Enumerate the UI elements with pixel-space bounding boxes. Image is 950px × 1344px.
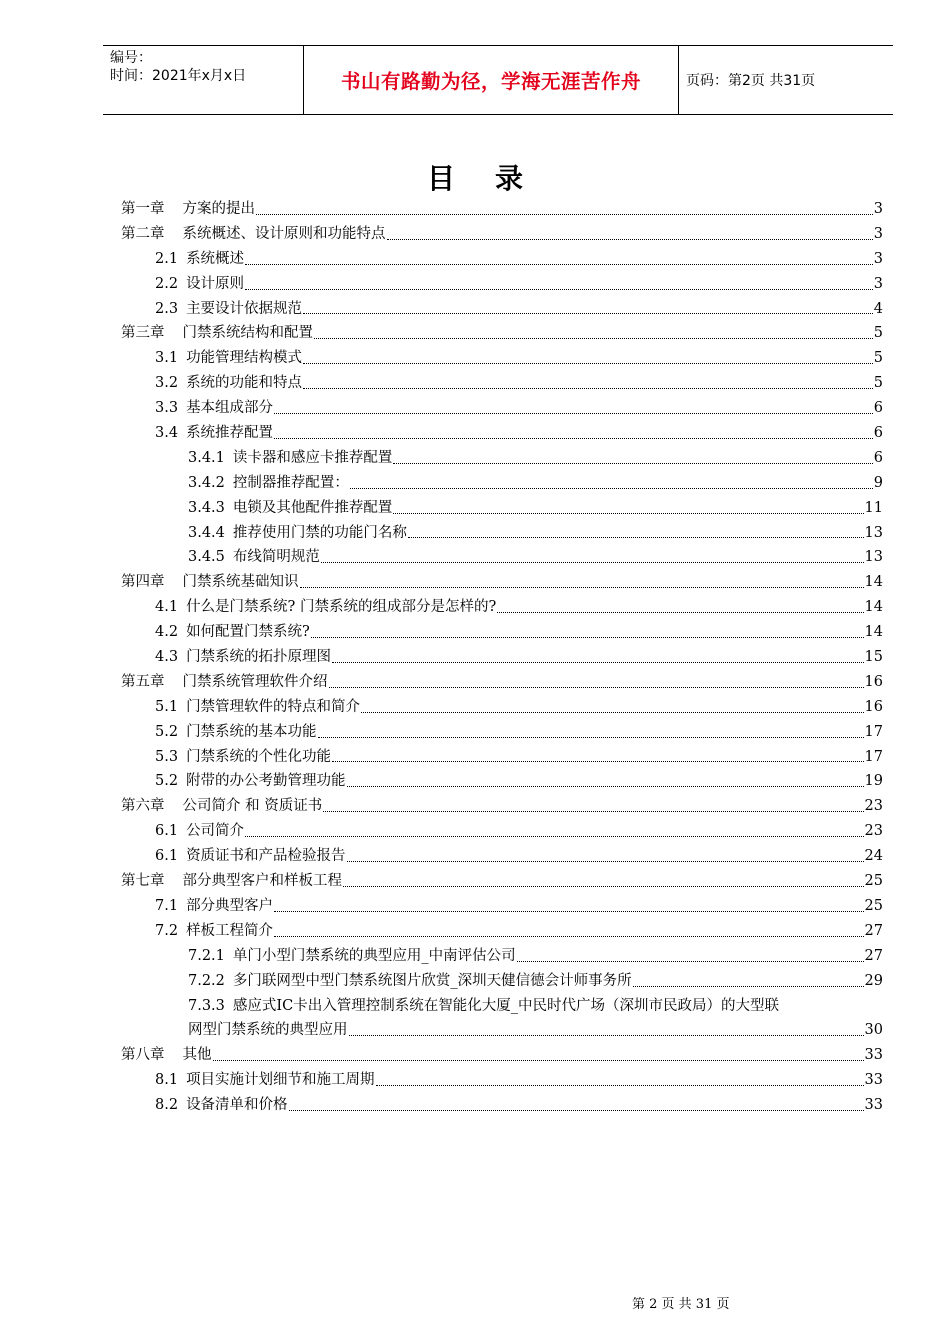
toc-leader-dots — [245, 819, 863, 844]
toc-leader-dots — [314, 321, 873, 346]
toc-entry-number: 3.4.3 — [188, 499, 225, 516]
toc-entry-page: 19 — [864, 773, 883, 790]
toc-entry-number: 5.3 — [155, 748, 179, 765]
toc-entry-title: 功能管理结构模式 — [186, 350, 303, 367]
toc-entry-number: 5.2 — [155, 723, 179, 740]
toc-leader-dots — [347, 769, 864, 794]
toc-entry[interactable] — [121, 222, 883, 247]
toc-leader-dots — [349, 1018, 864, 1043]
toc-title: 目录 — [426, 162, 563, 195]
toc-entry-number: 6.1 — [155, 823, 179, 840]
toc-entry[interactable] — [121, 371, 883, 396]
toc-entry-number: 5.2 — [155, 773, 179, 790]
toc-entry-title: 系统的功能和特点 — [186, 375, 303, 392]
toc-leader-dots — [274, 421, 873, 446]
toc-leader-dots — [274, 396, 873, 421]
toc-entry-number: 第四章 — [121, 574, 165, 591]
toc-entry-page: 14 — [864, 599, 883, 616]
toc-entry-number: 8.1 — [155, 1072, 179, 1089]
toc-entry[interactable] — [121, 321, 883, 346]
toc-entry-number: 2.2 — [155, 275, 179, 292]
toc-entry-title: 公司简介 — [186, 823, 245, 840]
toc-leader-dots — [311, 620, 864, 645]
toc-entry[interactable] — [121, 396, 883, 421]
toc-entry[interactable] — [121, 919, 883, 944]
toc-entry[interactable] — [121, 297, 883, 322]
toc-entry-title-continued: 网型门禁系统的典型应用 — [188, 1022, 348, 1039]
toc-entry-number: 3.4.4 — [188, 524, 225, 541]
toc-entry-page: 3 — [873, 200, 883, 217]
toc-entry[interactable] — [121, 645, 883, 670]
toc-leader-dots — [393, 446, 872, 471]
toc-entry-number: 第三章 — [121, 325, 165, 342]
toc-leader-dots — [393, 496, 863, 521]
toc-entry[interactable] — [121, 247, 883, 272]
toc-entry-number: 4.2 — [155, 624, 179, 641]
toc-entry[interactable] — [121, 346, 883, 371]
toc-entry-title: 单门小型门禁系统的典型应用_中南评估公司 — [232, 947, 516, 964]
toc-leader-dots — [256, 197, 873, 222]
toc-entry-title: 布线简明规范 — [232, 549, 320, 566]
toc-entry-page: 25 — [864, 897, 883, 914]
toc-entry-number: 6.1 — [155, 848, 179, 865]
toc-entry-page: 27 — [864, 947, 883, 964]
toc-leader-dots — [274, 919, 863, 944]
toc-entry-page: 16 — [864, 698, 883, 715]
toc-entry-title: 推荐使用门禁的功能门名称 — [232, 524, 407, 541]
toc-entry[interactable] — [121, 794, 883, 819]
toc-entry-number: 第一章 — [121, 200, 165, 217]
toc-entry-number: 3.4.5 — [188, 549, 225, 566]
toc-entry-page: 17 — [864, 723, 883, 740]
toc-entry-title: 门禁管理软件的特点和简介 — [186, 698, 361, 715]
toc-entry-number: 第六章 — [121, 798, 165, 815]
toc-entry[interactable] — [121, 670, 883, 695]
toc-leader-dots — [633, 969, 864, 994]
toc-leader-dots — [387, 222, 873, 247]
toc-entry[interactable] — [121, 272, 883, 297]
toc-leader-dots — [517, 944, 864, 969]
toc-entry-title: 门禁系统管理软件介绍 — [182, 673, 328, 690]
toc-entry[interactable] — [121, 994, 883, 1044]
toc-entry-number: 7.3.3 — [188, 997, 225, 1014]
document-time-label: 时间：2021年x月x日 — [110, 68, 247, 84]
toc-entry-page: 23 — [864, 823, 883, 840]
toc-entry-page: 14 — [864, 624, 883, 641]
toc-entry-number: 7.2.1 — [188, 947, 225, 964]
toc-entry-page: 27 — [864, 922, 883, 939]
toc-entry-page: 6 — [873, 425, 883, 441]
toc-entry-number: 第七章 — [121, 873, 165, 890]
toc-entry[interactable] — [121, 595, 883, 620]
toc-entry[interactable] — [121, 496, 883, 521]
toc-entry-page: 5 — [873, 325, 883, 342]
toc-entry-title: 如何配置门禁系统? — [186, 624, 310, 641]
toc-entry-number: 3.4.1 — [188, 449, 225, 466]
toc-entry[interactable] — [121, 446, 883, 471]
toc-leader-dots — [332, 645, 863, 670]
toc-entry[interactable] — [121, 769, 883, 794]
toc-entry[interactable] — [121, 1043, 883, 1068]
toc-entry-page: 15 — [864, 649, 883, 666]
header-page-label: 页码：第2页 共31页 — [686, 73, 816, 89]
toc-entry-page: 3 — [873, 225, 883, 242]
toc-entry-title: 门禁系统的个性化功能 — [186, 748, 332, 765]
toc-entry-page: 11 — [864, 499, 883, 516]
toc-entry-page: 29 — [864, 972, 883, 989]
toc-entry-number: 2.1 — [155, 250, 179, 267]
toc-entry-page: 25 — [864, 873, 883, 890]
toc-leader-dots — [350, 471, 873, 496]
toc-entry-page: 3 — [873, 250, 883, 267]
toc-entry-number: 2.3 — [155, 300, 179, 317]
toc-entry-title: 系统概述、设计原则和功能特点 — [182, 225, 386, 242]
toc-entry-page: 24 — [864, 848, 883, 865]
toc-entry[interactable] — [121, 570, 883, 595]
toc-entry-title: 部分典型客户 — [186, 897, 274, 914]
toc-entry-title: 设备清单和价格 — [186, 1097, 288, 1114]
toc-entry-title: 资质证书和产品检验报告 — [186, 848, 346, 865]
toc-entry-number: 5.1 — [155, 698, 179, 715]
toc-leader-dots — [329, 670, 864, 695]
toc-entry[interactable] — [121, 969, 883, 994]
toc-entry-title: 读卡器和感应卡推荐配置 — [232, 449, 393, 466]
toc-leader-dots — [274, 894, 863, 919]
toc-entry-page: 5 — [873, 350, 883, 367]
toc-entry-page: 6 — [873, 449, 883, 466]
toc-entry-page: 3 — [873, 275, 883, 292]
toc-leader-dots — [347, 844, 864, 869]
toc-leader-dots — [213, 1043, 864, 1068]
toc-leader-dots — [300, 570, 864, 595]
toc-entry-number: 7.2.2 — [188, 972, 225, 989]
toc-entry[interactable] — [121, 471, 883, 496]
toc-entry-page: 6 — [873, 400, 883, 417]
toc-leader-dots — [303, 297, 873, 322]
toc-leader-dots — [245, 247, 873, 272]
toc-entry-page: 33 — [864, 1072, 883, 1089]
toc-entry-page: 14 — [864, 574, 883, 591]
page-footer: 第 2 页 共 31 页 — [632, 1297, 730, 1312]
toc-entry-title: 多门联网型中型门禁系统图片欣赏_深圳天健信德会计师事务所 — [232, 972, 632, 989]
toc-leader-dots — [303, 346, 873, 371]
toc-entry-title: 电锁及其他配件推荐配置 — [232, 499, 393, 516]
toc-entry[interactable] — [121, 695, 883, 720]
toc-entry-title: 公司简介 和 资质证书 — [182, 798, 323, 815]
toc-entry-page: 17 — [864, 748, 883, 765]
toc-entry-title: 控制器推荐配置： — [232, 474, 349, 491]
toc-entry-title: 什么是门禁系统? 门禁系统的组成部分是怎样的? — [186, 599, 497, 616]
toc-leader-dots — [497, 595, 863, 620]
toc-entry-number: 3.3 — [155, 400, 179, 417]
toc-entry-title: 系统推荐配置 — [186, 425, 274, 441]
toc-entry[interactable] — [121, 819, 883, 844]
toc-entry-page: 16 — [864, 673, 883, 690]
toc-entry-number: 4.1 — [155, 599, 179, 616]
toc-entry[interactable] — [121, 869, 883, 894]
toc-leader-dots — [408, 521, 864, 546]
toc-entry-number: 3.1 — [155, 350, 179, 367]
toc-entry-number: 第五章 — [121, 673, 165, 690]
toc-entry-title: 附带的办公考勤管理功能 — [186, 773, 346, 790]
toc-leader-dots — [303, 371, 873, 396]
toc-leader-dots — [318, 720, 864, 745]
toc-entry-number: 3.2 — [155, 375, 179, 392]
toc-entry-page: 13 — [864, 524, 883, 541]
toc-entry[interactable] — [121, 521, 883, 546]
toc-entry[interactable] — [121, 720, 883, 745]
toc-entry[interactable] — [121, 894, 883, 919]
toc-entry-title: 设计原则 — [186, 275, 245, 292]
toc-entry-title: 项目实施计划细节和施工周期 — [186, 1072, 375, 1089]
toc-entry-page: 13 — [864, 549, 883, 566]
toc-entry-page: 4 — [873, 300, 883, 317]
toc-entry-number: 7.1 — [155, 897, 179, 914]
toc-entry-number: 第八章 — [121, 1047, 165, 1064]
toc-entry[interactable] — [121, 197, 883, 222]
header-motto: 书山有路勤为径，学海无涯苦作舟 — [304, 46, 679, 114]
toc-entry-title: 主要设计依据规范 — [186, 300, 303, 317]
toc-entry[interactable] — [121, 421, 883, 446]
toc-entry[interactable] — [121, 1093, 883, 1118]
toc-entry[interactable] — [121, 1068, 883, 1093]
toc-entry-title: 门禁系统的基本功能 — [186, 723, 317, 740]
toc-entry-title: 部分典型客户和样板工程 — [182, 873, 342, 890]
toc-entry-title: 感应式IC卡出入管理控制系统在智能化大厦_中民时代广场（深圳市民政局）的大型联 — [232, 997, 779, 1014]
toc-entry-page: 23 — [864, 798, 883, 815]
toc-entry-title: 方案的提出 — [182, 200, 255, 217]
toc-entry[interactable] — [121, 620, 883, 645]
toc-leader-dots — [332, 745, 863, 770]
toc-entry[interactable] — [121, 745, 883, 770]
toc-entry[interactable] — [121, 944, 883, 969]
toc-leader-dots — [376, 1068, 864, 1093]
toc-entry-number: 3.4 — [155, 425, 179, 441]
toc-entry-number: 4.3 — [155, 649, 179, 666]
header-meta — [103, 46, 304, 114]
toc-leader-dots — [289, 1093, 864, 1118]
toc-entry[interactable] — [121, 844, 883, 869]
toc-entry-title: 门禁系统基础知识 — [182, 574, 299, 591]
toc-entry-page: 33 — [864, 1097, 883, 1114]
table-of-contents — [121, 197, 883, 1118]
toc-entry-number: 7.2 — [155, 922, 179, 939]
toc-entry-page: 9 — [873, 474, 883, 491]
page-header — [103, 45, 893, 115]
toc-entry-number: 3.4.2 — [188, 474, 225, 491]
toc-entry-page: 30 — [864, 1022, 883, 1039]
toc-entry-title: 基本组成部分 — [186, 400, 274, 417]
toc-entry-number: 8.2 — [155, 1097, 179, 1114]
toc-entry-number: 第二章 — [121, 225, 165, 242]
toc-entry-page: 33 — [864, 1047, 883, 1064]
document-number-label: 编号： — [110, 50, 152, 66]
toc-leader-dots — [245, 272, 873, 297]
toc-entry[interactable] — [121, 545, 883, 570]
toc-leader-dots — [343, 869, 864, 894]
toc-leader-dots — [321, 545, 864, 570]
toc-entry-page: 5 — [873, 375, 883, 392]
toc-entry-title: 样板工程简介 — [186, 922, 274, 939]
toc-leader-dots — [361, 695, 863, 720]
toc-entry-title: 门禁系统结构和配置 — [182, 325, 313, 342]
toc-leader-dots — [323, 794, 863, 819]
toc-entry-title: 门禁系统的拓扑原理图 — [186, 649, 332, 666]
toc-entry-title: 其他 — [182, 1047, 212, 1064]
toc-entry-title: 系统概述 — [186, 250, 245, 267]
